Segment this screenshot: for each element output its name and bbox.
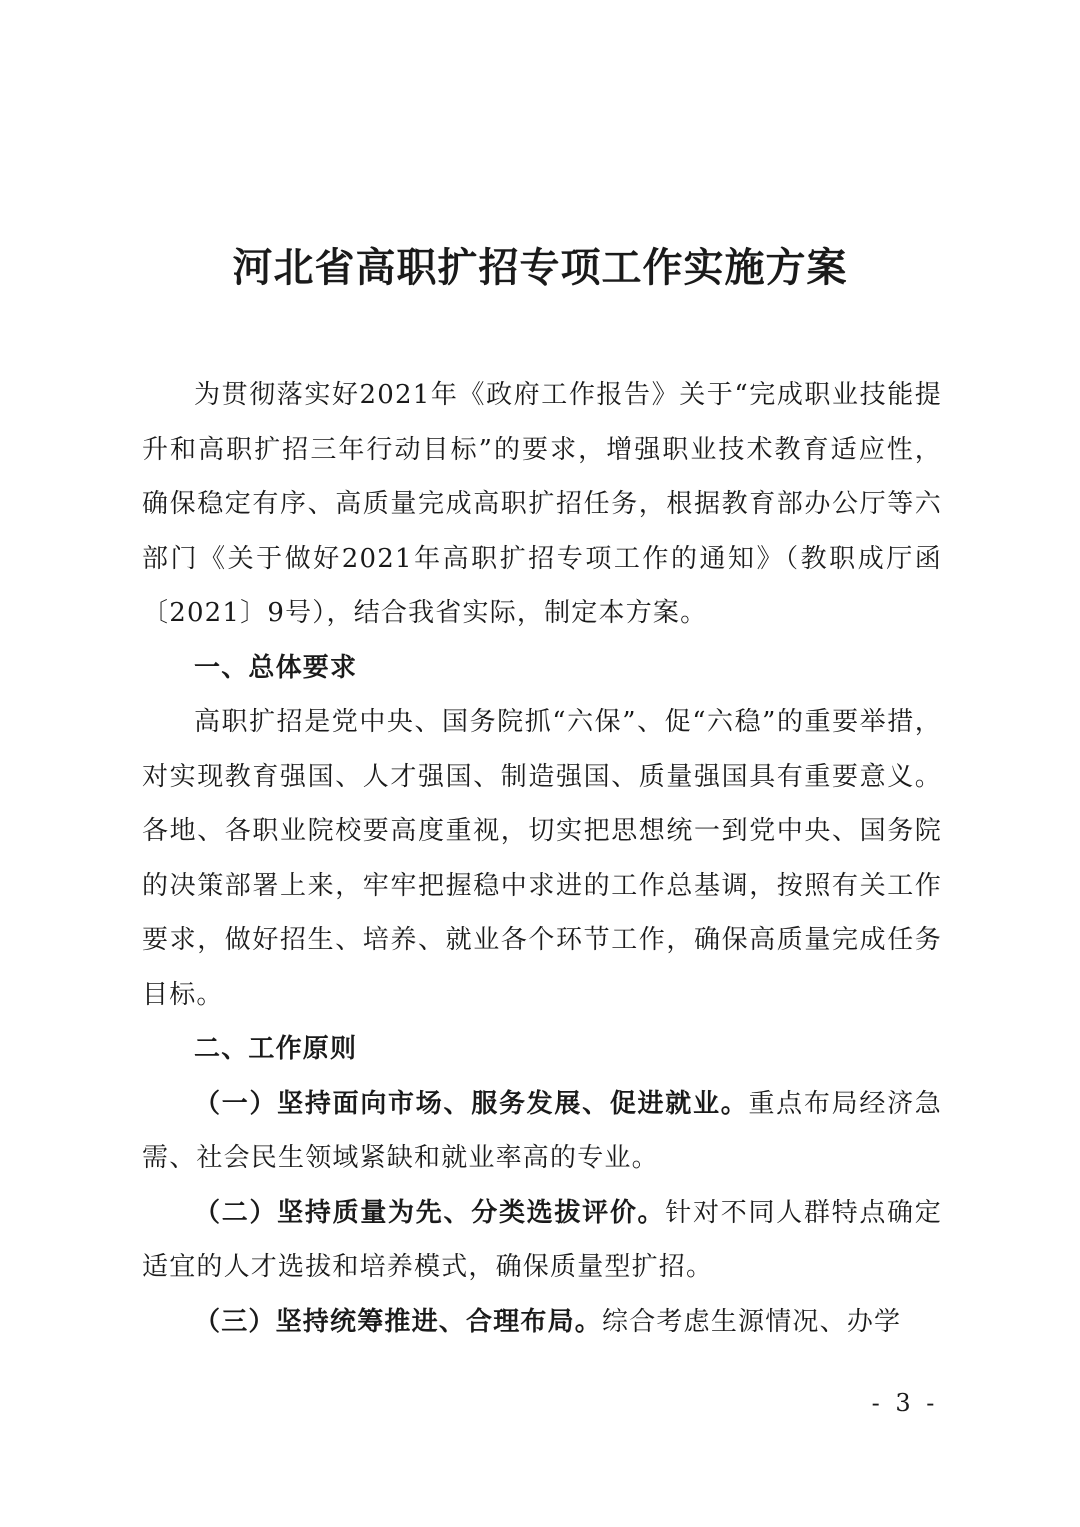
principle-item-1-lead: （一）坚持面向市场、服务发展、促进就业。: [194, 1088, 749, 1119]
principle-item-1: [142, 1077, 942, 1186]
section-heading-work-principles: 二、工作原则: [194, 1034, 358, 1064]
principle-item-3: [142, 1295, 942, 1350]
principle-item-2-text: 针对不同人群特点确定适宜的人才选拔和培养模式，确保质量型扩招。: [142, 1197, 942, 1282]
intro-paragraph: 为贯彻落实好2021年《政府工作报告》关于“完成职业技能提升和高职扩招三年行动目标”的要求，增强职业技术教育适应性，确保稳定有序、高质量完成高职扩招任务，根据教育部办公厅等六部门《关于做好2021年高职扩招专项工作的通知》（教职成厅函〔2021〕9号），结合我省实际，制定本方案。: [142, 380, 942, 628]
principle-item-3-text: 综合考虑生源情况、办学: [602, 1306, 902, 1337]
principle-item-3-lead: （三）坚持统筹推进、合理布局。: [194, 1306, 603, 1337]
principle-item-2-lead: （二）坚持质量为先、分类选拔评价。: [194, 1197, 666, 1228]
document-title: 河北省高职扩招专项工作实施方案: [232, 244, 848, 291]
general-requirements-paragraph: 高职扩招是党中央、国务院抓“六保”、促“六稳”的重要举措，对实现教育强国、人才强国、制造强国、质量强国具有重要意义。各地、各职业院校要高度重视，切实把思想统一到党中央、国务院的决策部署上来，牢牢把握稳中求进的工作总基调，按照有关工作要求，做好招生、培养、就业各个环节工作，确保高质量完成任务目标。: [142, 707, 942, 1010]
page-number: - 3 -: [871, 1389, 939, 1417]
document-body: [142, 368, 942, 1349]
principle-item-1-text: 重点布局经济急需、社会民生领域紧缺和就业率高的专业。: [142, 1088, 942, 1173]
section-heading-general-requirements: 一、总体要求: [194, 652, 358, 683]
principle-item-2: [142, 1186, 942, 1295]
